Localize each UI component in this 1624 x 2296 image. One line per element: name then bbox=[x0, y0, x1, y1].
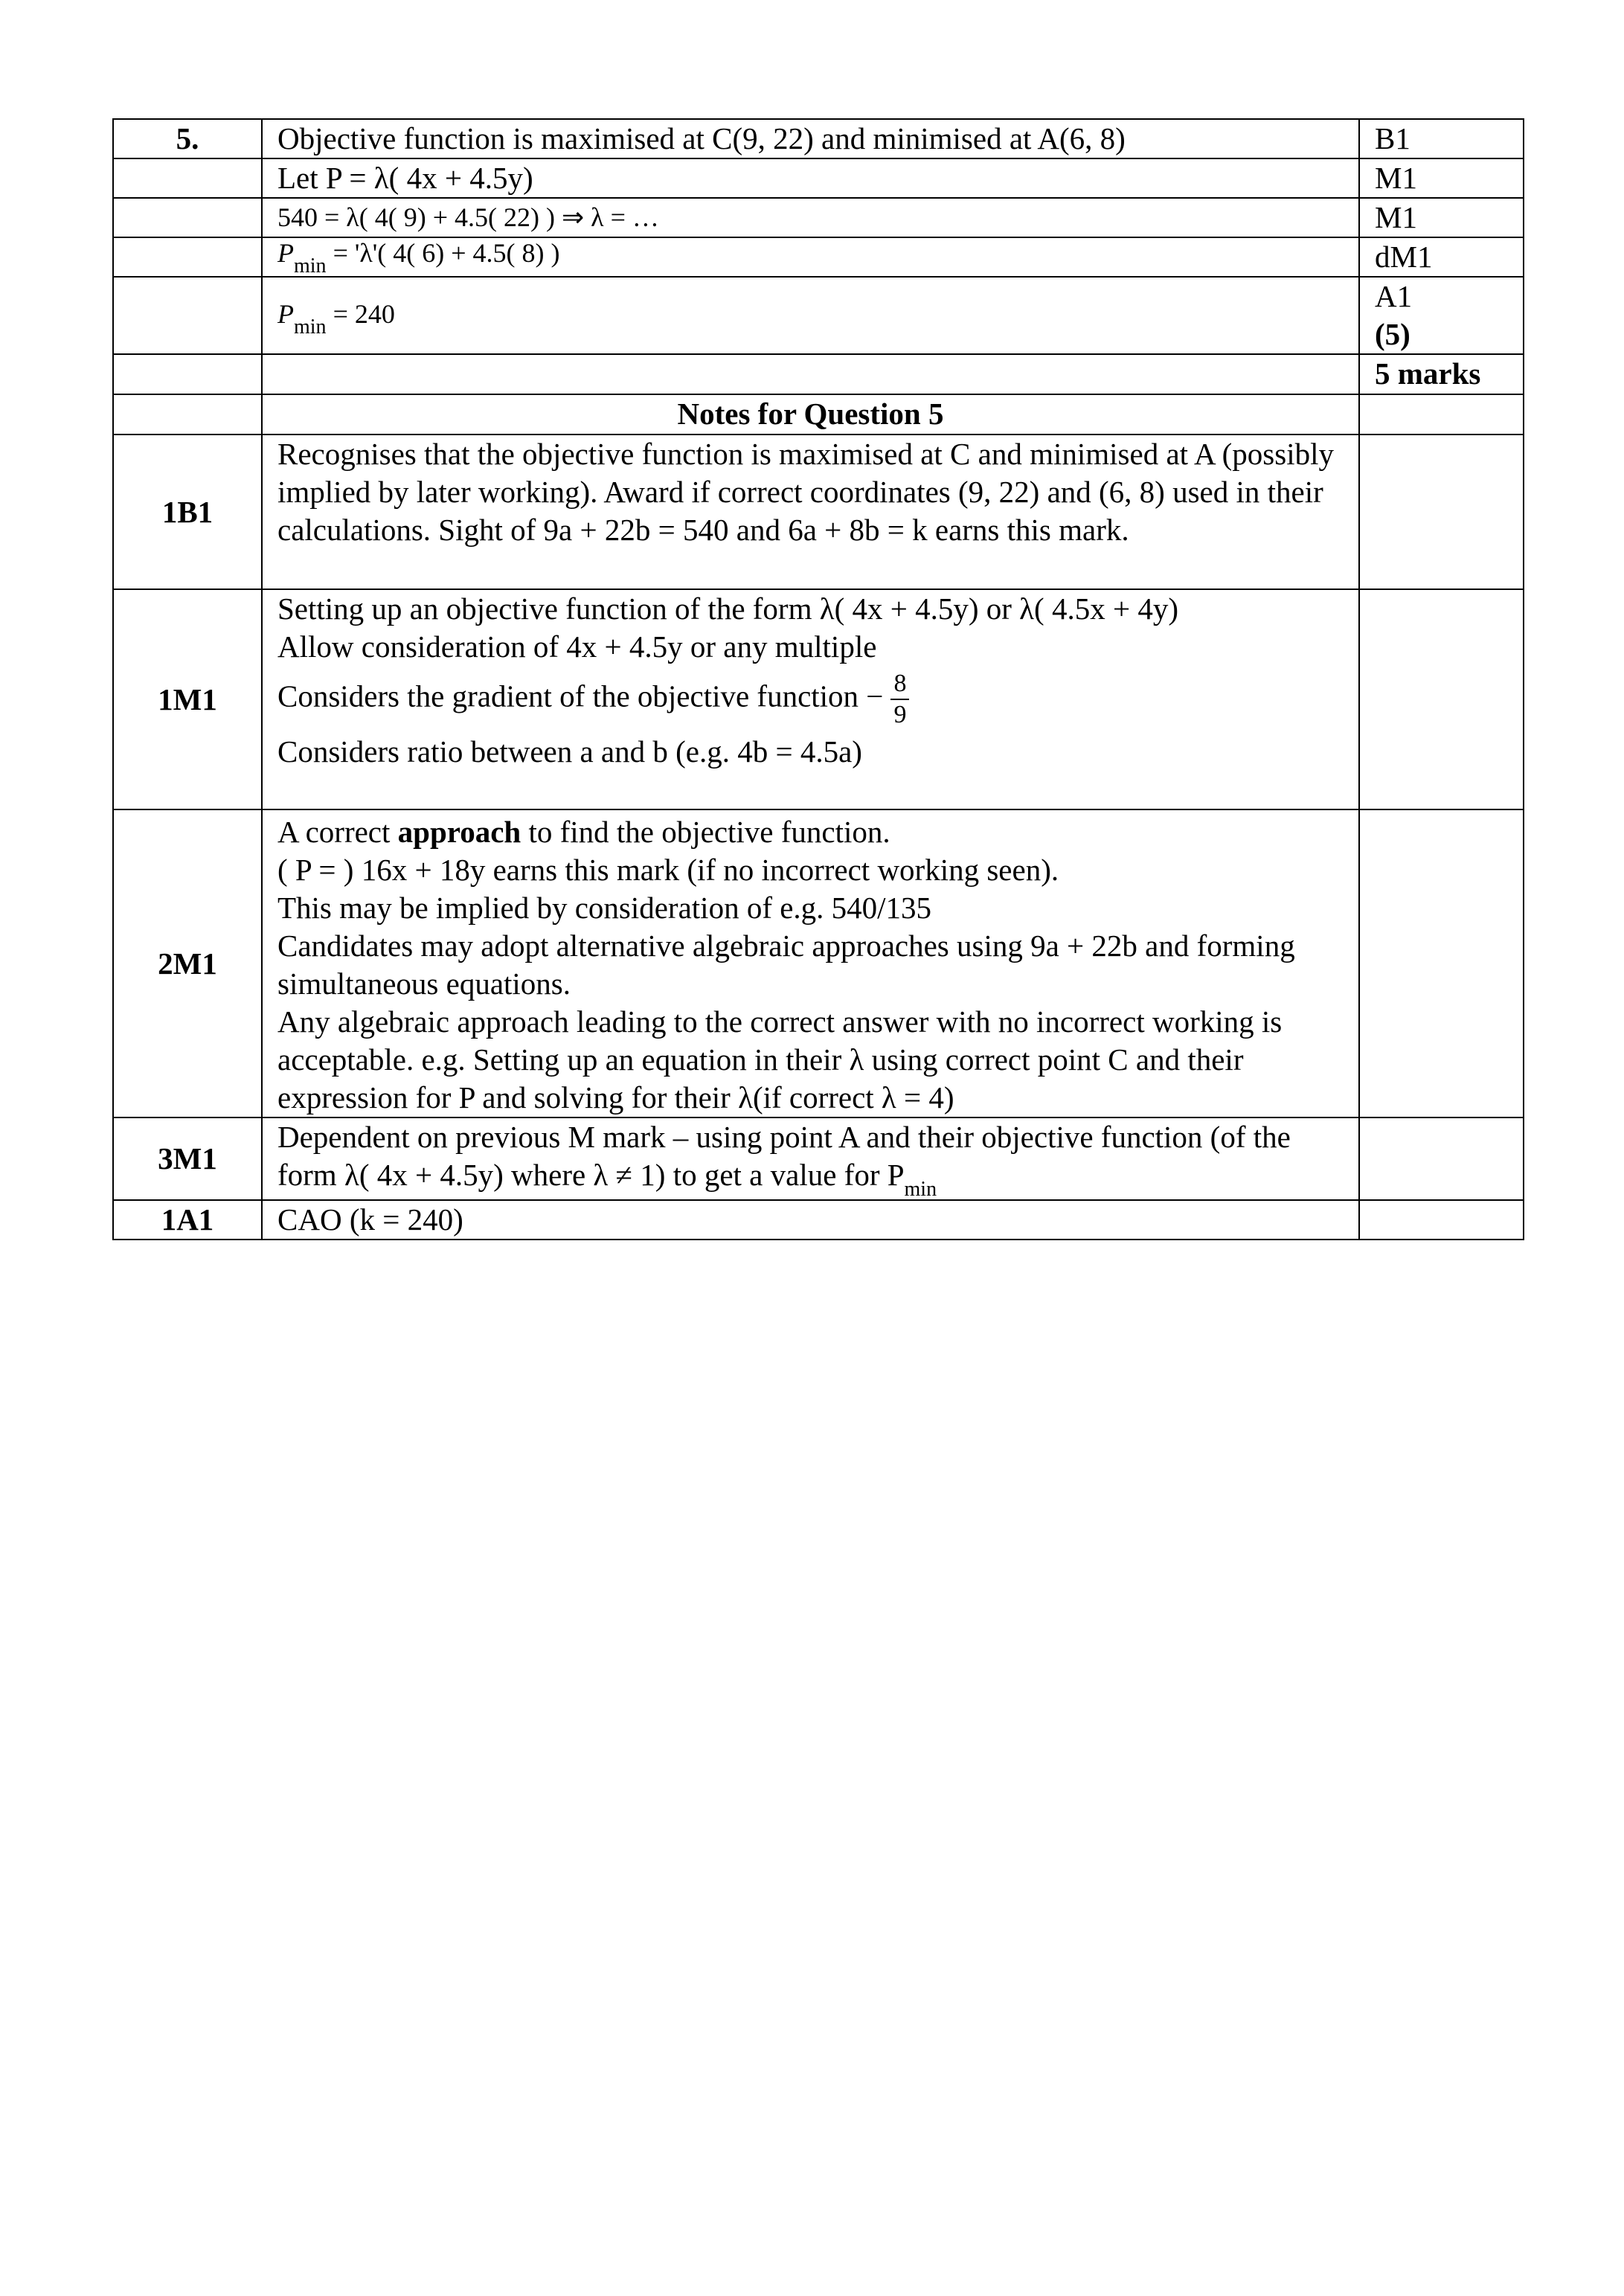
note-label: 1B1 bbox=[113, 434, 262, 589]
note-row bbox=[113, 809, 1524, 1117]
note-line: ( P = ) 16x + 18y earns this mark (if no incorrect working seen). bbox=[277, 853, 1059, 887]
expression: = 240 bbox=[326, 299, 395, 329]
denominator: 9 bbox=[893, 701, 907, 728]
question-number: 5. bbox=[113, 119, 262, 158]
fraction bbox=[890, 669, 909, 730]
note-text: Dependent on previous M mark – using point A and their objective function (of the form λ( 4x + 4.5y) where λ ≠ 1) to get a value for P bbox=[277, 1120, 1291, 1192]
note-row bbox=[113, 434, 1524, 589]
answer-text: Objective function is maximised at C(9, 22) and minimised at A(6, 8) bbox=[262, 119, 1359, 158]
answer-row bbox=[113, 237, 1524, 277]
answer-text: 540 = λ( 4( 9) + 4.5( 22) ) ⇒ λ = … bbox=[262, 198, 1359, 237]
note-text: Recognises that the objective function is maximised at C and minimised at A (possibly implied by later working). Award if correct coordinates (9, 22) and (6, 8) used in their calculations. Sight of 9a + 22b = 540 and 6a + 8b = k earns this mark. bbox=[262, 434, 1359, 589]
note-label: 1A1 bbox=[113, 1200, 262, 1240]
mark-scheme-table bbox=[112, 118, 1524, 1240]
note-line: Candidates may adopt alternative algebraic approaches using 9a + 22b and forming simultaneous equations. bbox=[277, 929, 1295, 1001]
note-line: Considers the gradient of the objective function − bbox=[277, 679, 884, 714]
note-label: 2M1 bbox=[113, 809, 262, 1117]
mark: B1 bbox=[1359, 119, 1524, 158]
note-line: Setting up an objective function of the form λ( 4x + 4.5y) or λ( 4.5x + 4y) bbox=[277, 591, 1178, 626]
answer-row bbox=[113, 277, 1524, 354]
note-label: 1M1 bbox=[113, 589, 262, 809]
subscript: min bbox=[294, 254, 327, 278]
mark: dM1 bbox=[1359, 237, 1524, 277]
total-marks: 5 marks bbox=[1359, 354, 1524, 394]
mark: A1 bbox=[1375, 279, 1413, 313]
answer-text: Let P = λ( 4x + 4.5y) bbox=[262, 158, 1359, 198]
note-row bbox=[113, 589, 1524, 809]
note-line: This may be implied by consideration of e.g. 540/135 bbox=[277, 891, 932, 925]
note-text: CAO (k = 240) bbox=[262, 1200, 1359, 1240]
question-total: (5) bbox=[1375, 317, 1410, 351]
p-symbol: P bbox=[277, 238, 294, 268]
answer-text bbox=[262, 277, 1359, 354]
note-emphasis: approach bbox=[397, 815, 521, 849]
note-line: Considers ratio between a and b (e.g. 4b = 4.5a) bbox=[277, 734, 862, 769]
subscript: min bbox=[904, 1178, 937, 1201]
answer-row bbox=[113, 119, 1524, 158]
note-line: Allow consideration of 4x + 4.5y or any multiple bbox=[277, 629, 877, 664]
answer-text bbox=[262, 237, 1359, 277]
note-text: to find the objective function. bbox=[528, 815, 890, 849]
note-row bbox=[113, 1117, 1524, 1200]
answer-row bbox=[113, 158, 1524, 198]
p-symbol: P bbox=[277, 299, 294, 329]
note-text: A correct bbox=[277, 815, 391, 849]
note-line: Any algebraic approach leading to the correct answer with no incorrect working is acceptable. e.g. Setting up an equation in their λ using correct point C and their expression for P and solving for their λ(if correct λ = 4) bbox=[277, 1004, 1283, 1115]
answer-row bbox=[113, 198, 1524, 237]
expression: = 'λ'( 4( 6) + 4.5( 8) ) bbox=[326, 238, 560, 268]
note-row bbox=[113, 1200, 1524, 1240]
numerator: 8 bbox=[890, 669, 909, 700]
note-label: 3M1 bbox=[113, 1117, 262, 1200]
subscript: min bbox=[294, 315, 327, 339]
mark: M1 bbox=[1359, 198, 1524, 237]
notes-title: Notes for Question 5 bbox=[262, 394, 1359, 434]
mark: M1 bbox=[1359, 158, 1524, 198]
